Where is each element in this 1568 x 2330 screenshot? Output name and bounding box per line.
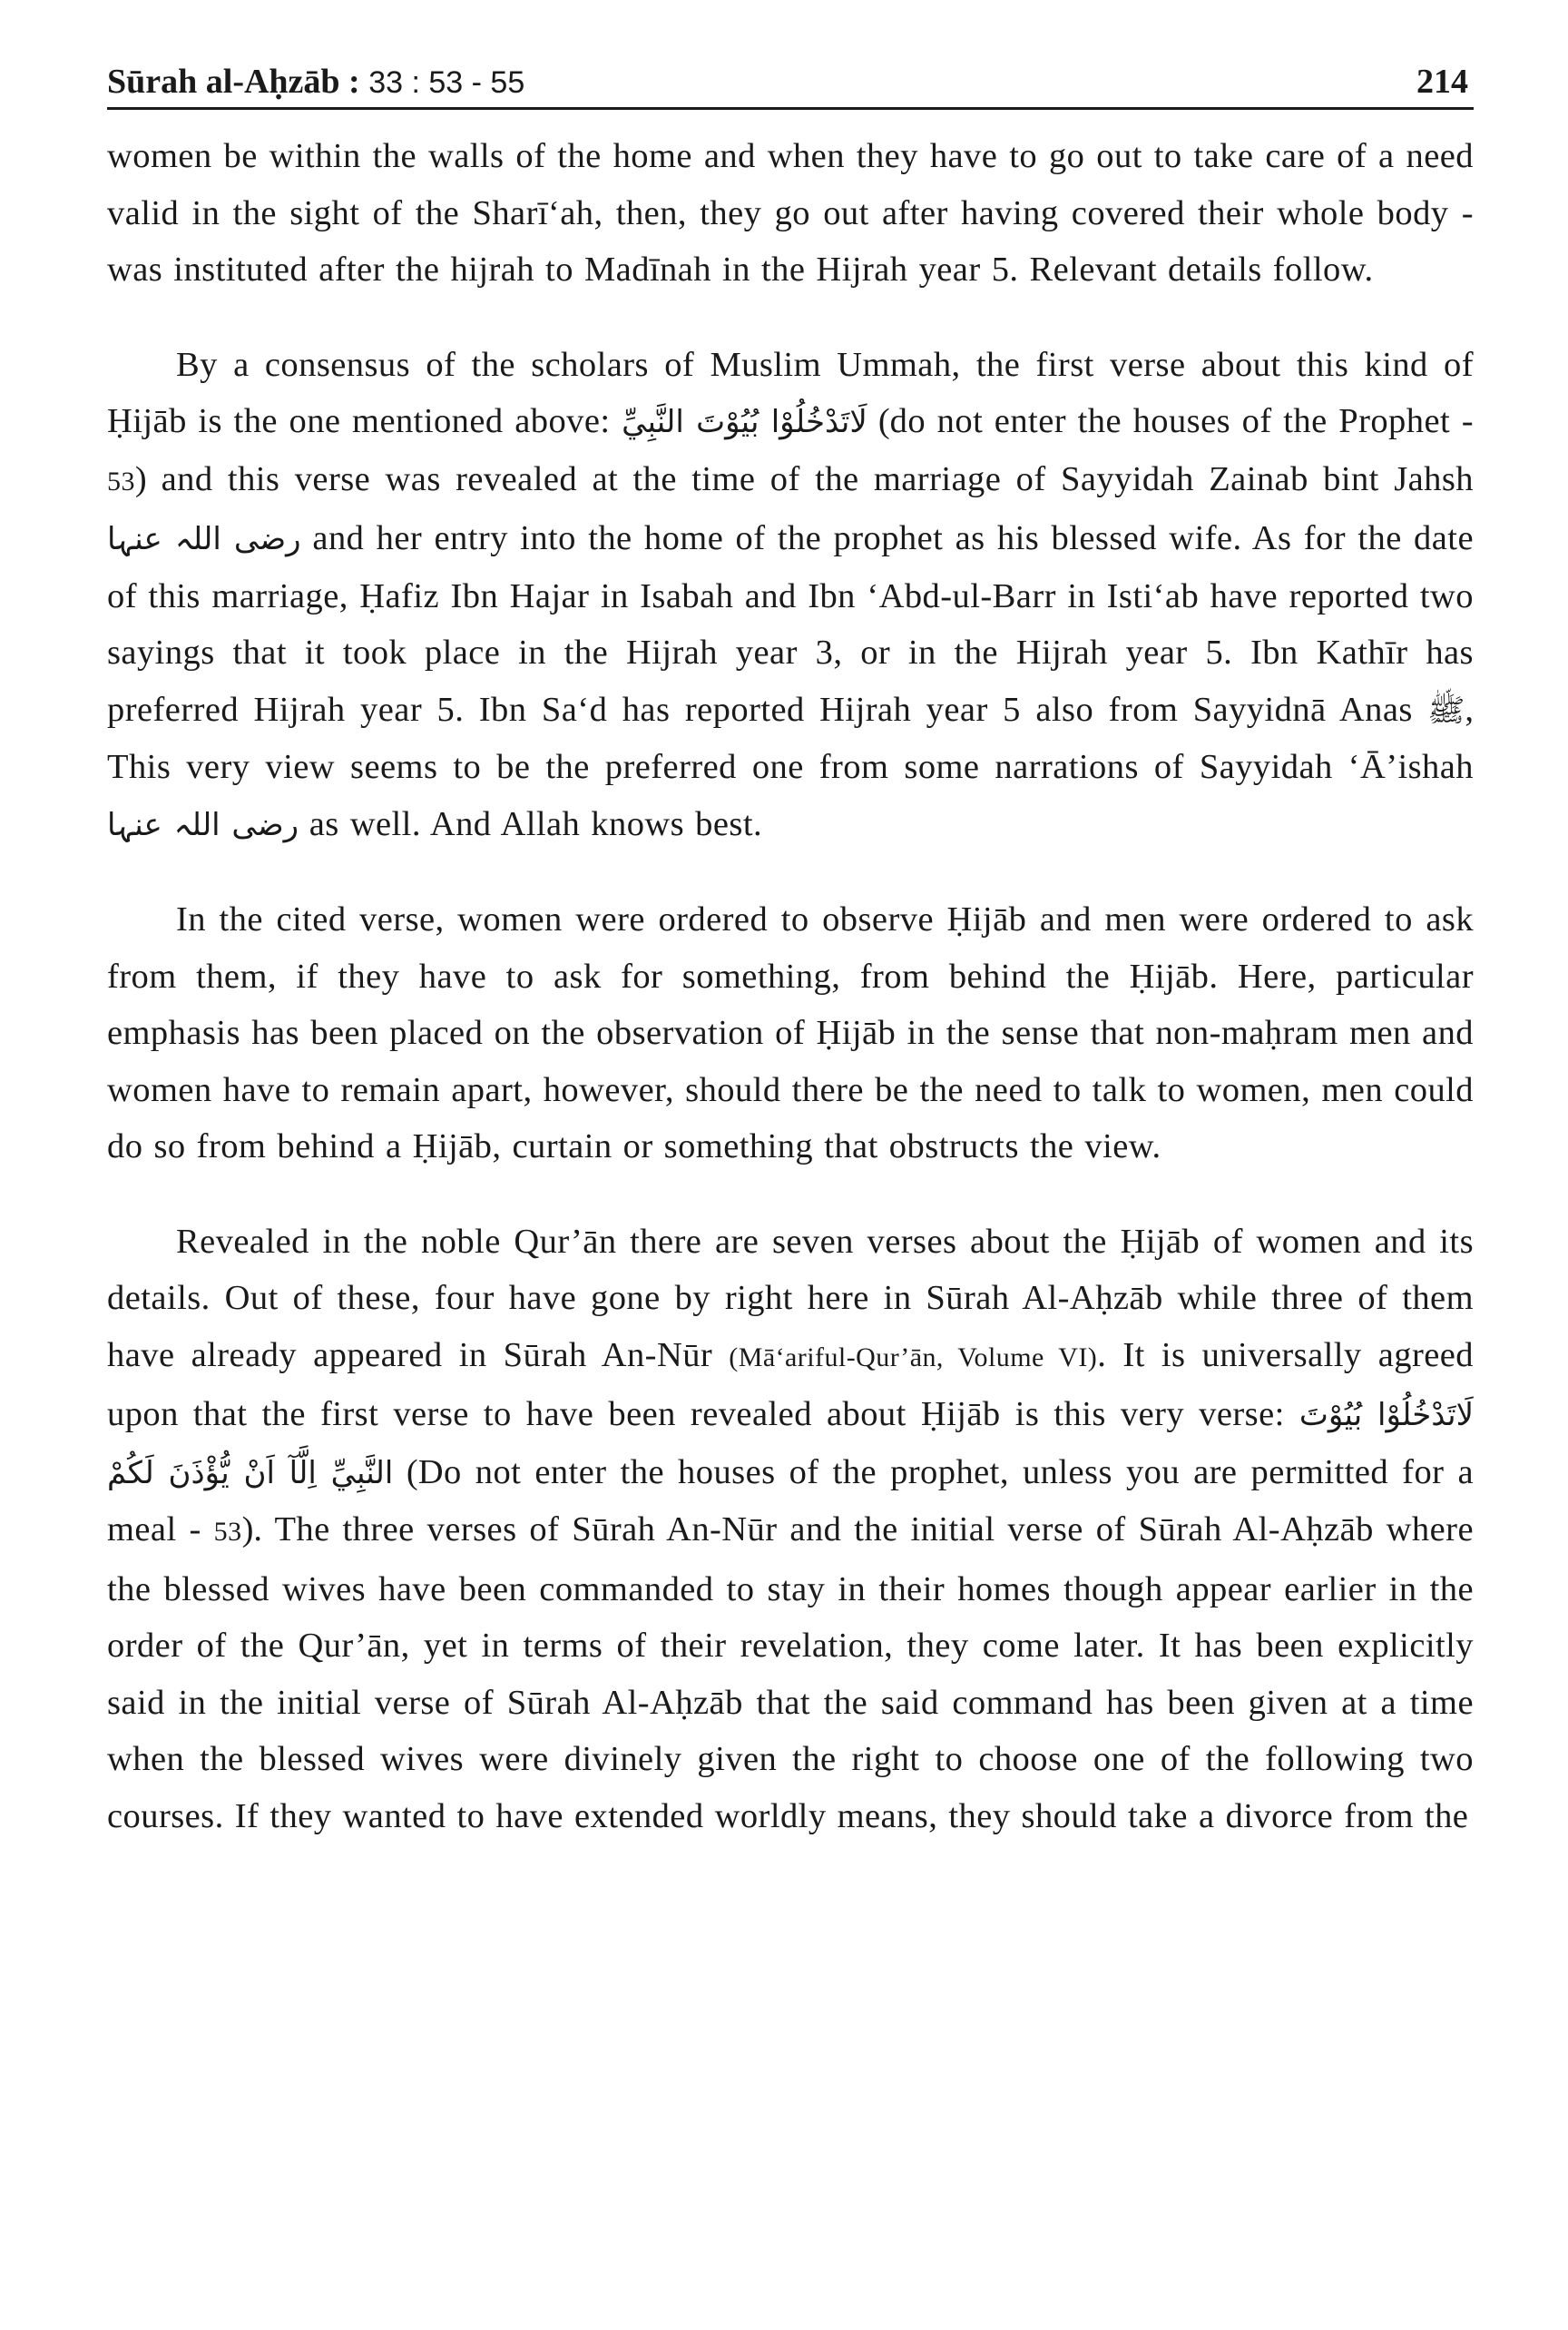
text-run: In the cited verse, women were ordered to observe Ḥijāb and men were ordered to ask from them, if they have to ask for something, from behind the Ḥijāb. Here, particular emphasis has been placed on the observation of Ḥijāb in the sense that non-maḥram men and women have to remain apart, however, should there be the need to talk to women, men could do so from behind a Ḥijāb, curtain or something that obstructs the view. [107,900,1474,1165]
arabic-phrase: لَاتَدْخُلُوْا بُيُوْتَ النَّبِيِّ [622,404,867,440]
small-text: 53 [213,1517,242,1547]
text-run: ) and this verse was revealed at the time of the marriage of Sayyidah Zainab bint Jahsh [134,459,1474,498]
arabic-phrase: رضی اللہ عنہا [107,521,301,557]
text-run: Revealed in the noble Qur’ān there are seven verses about the Ḥijāb of women and its details. Out of these, four have gone by right here in Sūrah Al-Aḥzāb while three of them have already appeared in Sūrah An-Nūr [107,1222,1474,1374]
body-text [107,128,1474,1844]
text-run: . It is universally agreed upon that the first verse to have been revealed about Ḥijāb is this very verse: [107,1335,1474,1433]
paragraph-4 [107,1214,1474,1845]
text-run: (Do not enter the houses of the prophet, unless you are permitted for a meal - [107,1452,1475,1548]
small-text: 53 [107,466,135,496]
paragraph-3 [107,891,1474,1175]
text-run: as well. And Allah knows best. [299,804,763,843]
text-run: (do not enter the houses of the Prophet - [867,402,1474,440]
text-run: By a consensus of the scholars of Muslim Ummah, the first verse about this kind of Ḥijāb is the one mentioned above: [107,345,1474,440]
header-reference: 33 : 53 - 55 [368,65,525,100]
text-run: and her entry into the home of the prophet as his blessed wife. As for the date of this marriage, Ḥafiz Ibn Hajar in Isabah and Ibn ‘Abd-ul-Barr in Isti‘ab have reported two sayings that it took place in the Hijrah year 3, or in the Hijrah year 5. Ibn Kathīr has preferred Hijrah year 5. Ibn Sa‘d has reported Hijrah year 5 also from Sayyidnā Anas [107,519,1474,729]
text-run: , This very view seems to be the preferred one from some narrations of Sayyidah ‘Ā’ishah [107,690,1474,786]
header-title-group [107,62,524,102]
page [107,47,1474,1883]
header-title: Sūrah al-Aḥzāb : [107,63,360,101]
paragraph-1 [107,128,1474,299]
paragraph-2 [107,337,1474,854]
small-text: (Mā‘ariful-Qur’ān, Volume VI) [729,1342,1098,1372]
running-header [107,47,1474,110]
arabic-phrase: رضی اللہ عنہا [107,806,299,843]
page-number: 214 [1416,63,1468,101]
arabic-phrase: لَاتَدْخُلُوْا بُيُوْتَ النَّبِيِّ اِلَّآ اَنْ يُّؤْذَنَ لَكُمْ [107,1397,1474,1491]
arabic-phrase: ﷺ [1427,692,1465,729]
text-run: women be within the walls of the home and when they have to go out to take care of a need valid in the sight of the Sharī‘ah, then, they go out after having covered their whole body - was instituted after the hijrah to Madīnah in the Hijrah year 5. Relevant details follow. [107,137,1474,289]
text-run: ). The three verses of Sūrah An-Nūr and the initial verse of Sūrah Al-Aḥzāb where the blessed wives have been commanded to stay in their homes though appear earlier in the order of the Qur’ān, yet in terms of their revelation, they come later. It has been explicitly said in the initial verse of Sūrah Al-Aḥzāb that the said command has been given at a time when the blessed wives were divinely given the right to choose one of the following two courses. If they wanted to have extended worldly means, they should take a divorce from the [107,1510,1474,1835]
